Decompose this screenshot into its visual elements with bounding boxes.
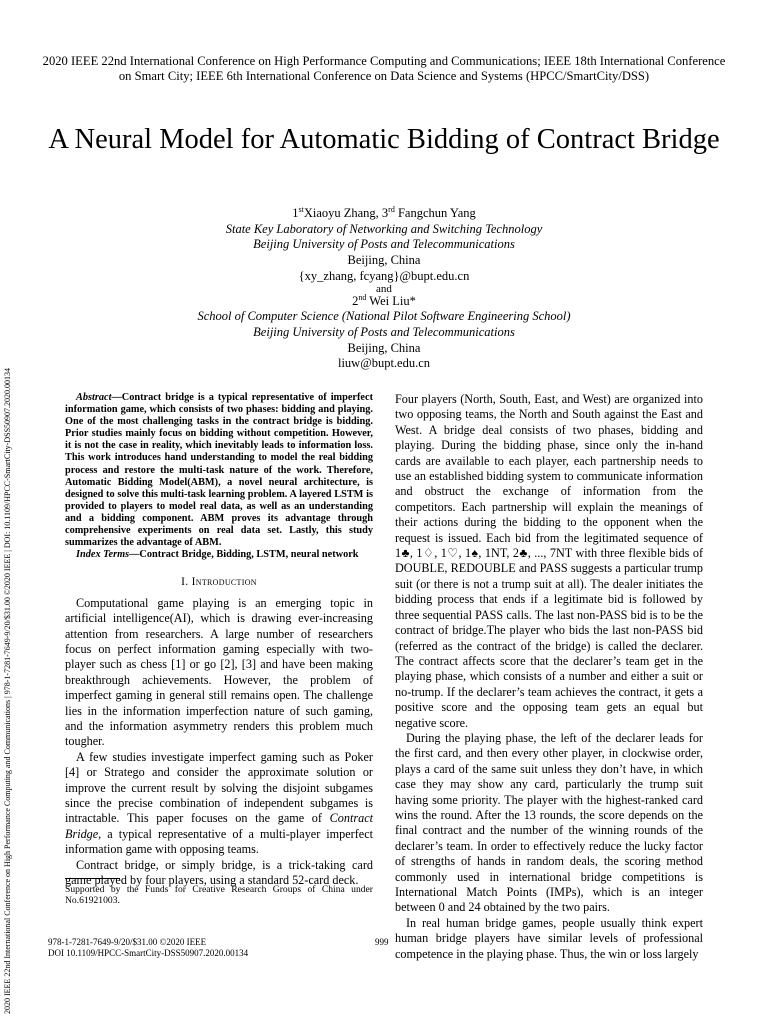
author2-affiliation-school: School of Computer Science (National Pilot Software Engineering School) xyxy=(197,309,571,324)
author1-name-a: Xiaoyu Zhang, 3 xyxy=(303,206,389,220)
right-paragraph-1: Four players (North, South, East, and West) are organized into two opposing teams, the North and South against the East and West. A bridge deal consists of two phases, bidding and playing. During the bidding phase, since only the in-hand cards are available to each player, each partnership needs to use an established bidding system to communicate information and obstruct the exchange of information from the competitors. Each partnership will explain the meanings of their actions during the bidding to the opponent when the request is issued. Each bid from the legitimated sequence of 1♣, 1♢, 1♡, 1♠, 1NT, 2♣, ..., 7NT with three flexible bids of DOUBLE, REDOUBLE and PASS suggests a particular trump suit (or there is not a trump suit at all). The dealer initiates the bidding process that ends if a legitimate bid is followed by three sequential PASS calls. The last non-PASS bid is to be the contract of bridge.The player who bids the last non-PASS bid (referred as the contract of the bridge) is called the declarer. The contract affects score that the declarer’s team get in the playing phase, which consists of a number and either a suit or no-trump. If the declarer’s team achieves the contract, it gets a positive score and the opposing team gets an equal but negative score. xyxy=(395,392,703,730)
intro-paragraph-1: Computational game playing is an emerging topic in artificial intelligence(AI), which is drawing ever-increasing attention from researchers. A large number of researchers focus on perfect information gaming especially with two-player such as chess [1] or go [2], [3] and have been making breakthrough achievements. However, the problem of imperfect gaming in general still remains open. The challenge lies in the information imperfection nature of such gaming, and the information asymmetry renders this problem much tougher. xyxy=(65,595,373,749)
paper-title: A Neural Model for Automatic Bidding of Contract Bridge xyxy=(48,124,720,155)
footer-doi: DOI 10.1109/HPCC-SmartCity-DSS50907.2020.00134 xyxy=(48,947,249,958)
index-terms-label: Index Terms xyxy=(76,549,130,561)
sidebar-doi-text: 2020 IEEE 22nd International Conference on High Performance Computing and Communications | 978-1-7281-7649-9/20/$31.00 ©2020 IEEE | DOI: 10.1109/HPCC-SmartCity-DSS50907.2020.00134 xyxy=(3,367,12,1014)
author1-name-b: Fangchun Yang xyxy=(394,206,476,220)
footnote: Supported by the Funds for Creative Research Groups of China under No.61921003. xyxy=(65,884,373,906)
abstract xyxy=(65,392,373,561)
author1-city: Beijing, China xyxy=(347,253,421,268)
right-paragraph-3: In real human bridge games, people usually think expert human bridge players have similar levels of professional competence in the playing phase. Thus, the win or loss largely xyxy=(395,915,703,961)
abstract-label: Abstract xyxy=(76,392,112,403)
author-block xyxy=(40,206,728,372)
and-separator: and xyxy=(376,282,392,295)
author1-sup-b: rd xyxy=(388,205,395,214)
author1-affiliation-lab: State Key Laboratory of Networking and Switching Technology xyxy=(225,221,543,236)
section-title: Introduction xyxy=(191,576,257,589)
abstract-paragraph xyxy=(65,392,373,549)
author1-email: {xy_zhang, fcyang}@bupt.edu.cn xyxy=(298,268,470,283)
author1-names: 1stXiaoyu Zhang, 3rd Fangchun Yang xyxy=(292,205,476,220)
conference-header: 2020 IEEE 22nd International Conference on High Performance Computing and Communications; IEEE 18th International Conference on Smart City; IEEE 6th International Conference on Data Science and Systems (HPCC/SmartCity/DSS) xyxy=(42,54,726,83)
page-number: 999 xyxy=(375,937,389,947)
section-number: I. xyxy=(181,576,192,589)
author1-affiliation-univ: Beijing University of Posts and Telecommunications xyxy=(253,237,515,252)
index-terms xyxy=(65,549,373,561)
footer-ids xyxy=(48,937,248,958)
author2-city: Beijing, China xyxy=(347,340,421,355)
author2-sup: nd xyxy=(358,292,367,302)
abstract-text: —Contract bridge is a typical representative of imperfect information game, which consists of two phases: bidding and playing. One of the most challenging tasks in the contract bridge is bidding. Prior studies mainly focus on bidding without competition. However, it is not the case in reality, which inevitably leads to information loss. This work introduces hand understanding to model the real bidding process and restore the multi-task nature of the work. Therefore, Automatic Bidding Model(ABM), a novel neural architecture, is designed to solve this multi-task learning problem. A layered LSTM is provided to players to model real data, as well as an understanding and a bidding component. ABM proves its advantage through comprehensive experiments on real data set. Lastly, this study summarizes the advantage of ABM. xyxy=(65,392,373,549)
left-column xyxy=(65,392,373,888)
intro-p2-end: , a typical representative of a multi-player imperfect information game with opposing teams. xyxy=(65,826,373,857)
index-terms-text: —Contract Bridge, Bidding, LSTM, neural network xyxy=(129,549,359,561)
author1-sup-a: st xyxy=(298,205,304,214)
author2-email: liuw@bupt.edu.cn xyxy=(337,356,431,371)
footer-isbn: 978-1-7281-7649-9/20/$31.00 ©2020 IEEE xyxy=(48,937,207,947)
intro-paragraph-2 xyxy=(65,750,373,858)
intro-paragraph-3: Contract bridge, or simply bridge, is a trick-taking card game played by four players, using a standard 52-card deck. xyxy=(65,857,373,888)
intro-p2-emphasis: Contract Bridge xyxy=(65,811,373,841)
author2-affiliation-univ: Beijing University of Posts and Telecommunications xyxy=(253,324,515,339)
author2-name: Wei Liu* xyxy=(366,293,416,308)
right-paragraph-2: During the playing phase, the left of the declarer leads for the first card, and then every other player, in clockwise order, plays a card of the same suit unless they don’t have, in which case they may show any card, particularly the trump suit having some priority. The player with the highest-ranked card wins the round. After the 13 rounds, the score depends on the final contract and the number of the winning rounds of the declarer’s team. In order to effectively reduce the lucky factor of strengths of hands in random deals, the scoring method commonly used in international bridge competitions is International Match Points (IMPs), which is an integer between 0 and 24 obtained by the two pairs. xyxy=(395,730,703,915)
intro-p2-text: A few studies investigate imperfect gaming such as Poker [4] or Stratego and consider the approximate solution or improve the current result by solving the disjoint subgames since the precise combination of independent subgames is intractable. This paper focuses on the game of xyxy=(65,749,373,826)
author2-names: 2nd Wei Liu* xyxy=(352,292,416,308)
section-heading xyxy=(65,575,373,590)
footnote-rule xyxy=(65,878,120,879)
right-column xyxy=(395,392,703,962)
